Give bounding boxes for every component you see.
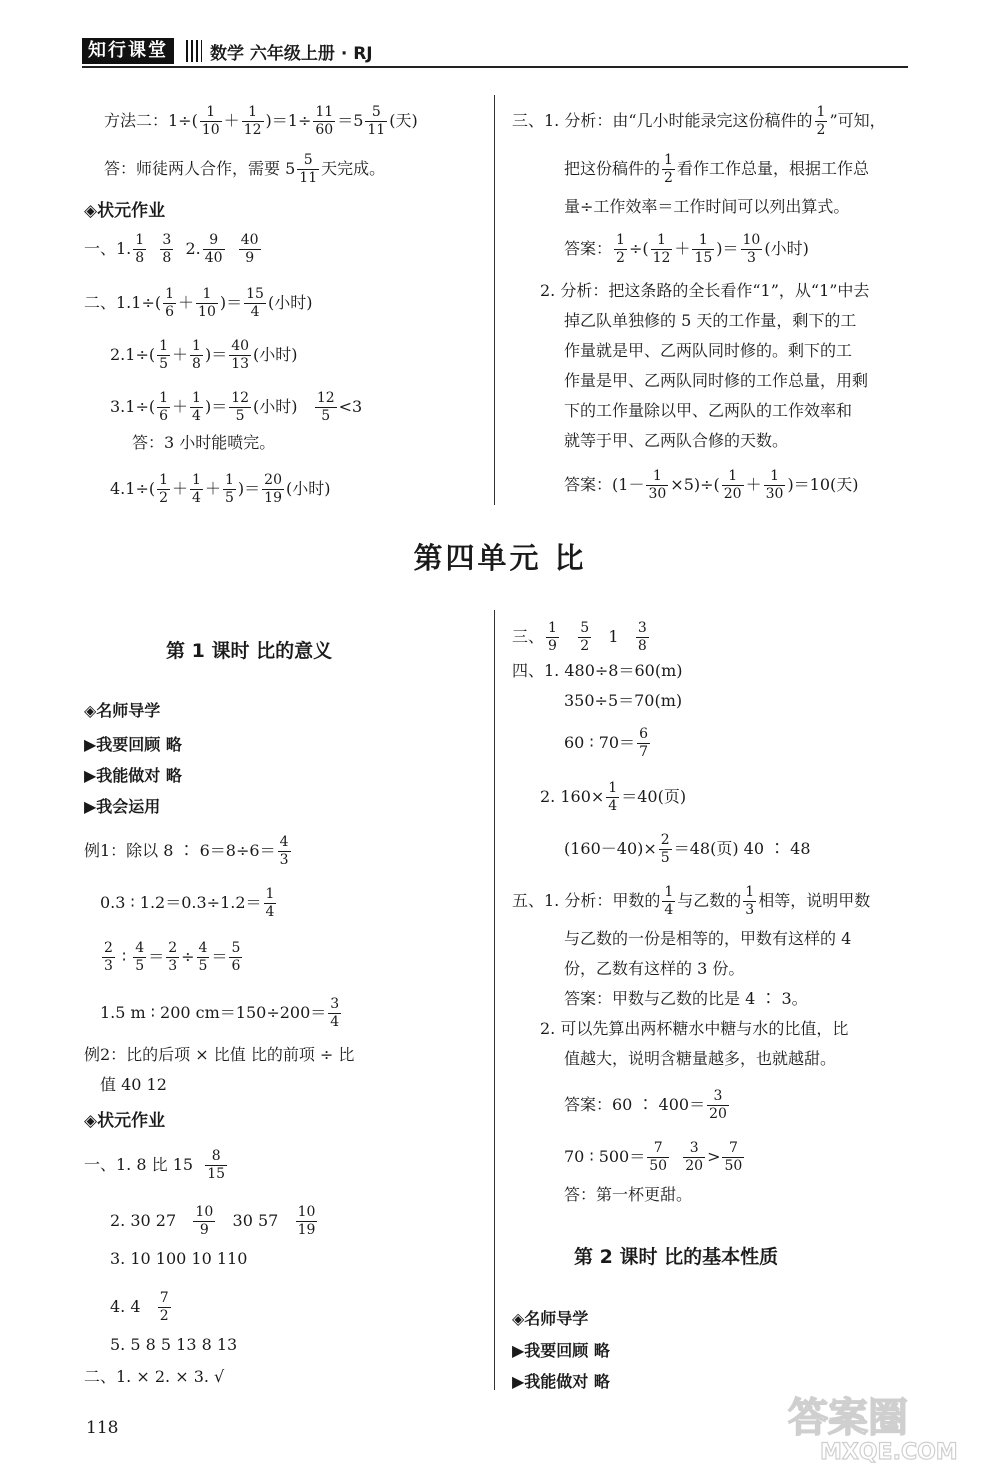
analysis-3-2-l6: 就等于甲、乙两队合修的天数。 (564, 431, 789, 450)
example-1-d: 1.5 m ∶ 200 cm＝150÷200＝ $\frac{3}{4}$ (100, 996, 340, 1030)
analysis-3-2-l3: 作量就是甲、乙两队同时修的。剩下的工 (564, 341, 853, 360)
answer-1-4: 4. 4 $\frac{7}{2}$ (110, 1290, 169, 1324)
analysis-3-1-b: 把这份稿件的 $\frac{1}{2}$ 看作工作总量，根据工作总 (564, 152, 869, 186)
method-two-line: 方法二：1÷( $\frac{1}{10}$ ＋ $\frac{1}{12}$ )＝1÷ $\frac{11}{60}$ ＝5 $\frac{5}{11}$ (天) (104, 104, 418, 138)
answer-4-2: 2. 160× $\frac{1}{4}$ ＝40(页) (540, 780, 687, 814)
example-1: 例1：除以 8 ∶ 6＝8÷6＝ $\frac{4}{3}$ (84, 834, 289, 868)
header-rule (82, 66, 908, 68)
analysis-5-2-answer: 答案：60 ∶ 400＝ $\frac{3}{20}$ (564, 1088, 727, 1122)
page-header (82, 38, 908, 66)
analysis-5-2-compare: 70 ∶ 500＝ $\frac{7}{50}$ $\frac{3}{20}$ > $\frac{7}{50}$ (564, 1140, 743, 1174)
q2-3-line: 3.1÷( $\frac{1}{6}$ ＋ $\frac{1}{4}$ )＝ $\frac{12}{5}$ (小时) $\frac{12}{5}$ <3 (110, 390, 363, 424)
review-item: ▶我要回顾 略 (84, 735, 182, 754)
answer-1-1: 一、1. 8 比 15 $\frac{8}{15}$ (84, 1148, 226, 1182)
example-1-b: 0.3 ∶ 1.2＝0.3÷1.2＝ $\frac{1}{4}$ (100, 886, 275, 920)
answer-1-2: 2. 30 27 $\frac{10}{9}$ 30 57 $\frac{10}{19}$ (110, 1204, 316, 1238)
header-bars-icon (186, 40, 202, 62)
brand-logo: 知行课堂 (82, 38, 174, 64)
example-2-b: 值 40 12 (100, 1075, 167, 1094)
guide-title: ◈名师导学 (84, 701, 161, 720)
review-item-2: ▶我要回顾 略 (512, 1341, 610, 1360)
answer-1-3: 3. 10 100 10 110 (110, 1249, 248, 1268)
analysis-3-2-l2: 掉乙队单独修的 5 天的工作量，剩下的工 (564, 311, 857, 330)
analysis-5-1-b: 与乙数的一份是相等的，甲数有这样的 4 (564, 929, 852, 948)
analysis-3-1-answer: 答案： $\frac{1}{2}$ ÷( $\frac{1}{12}$ ＋ $\frac{1}{15}$ )＝ $\frac{10}{3}$ (小时) (564, 232, 809, 266)
answer-4-1-c: 60 ∶ 70＝ $\frac{6}{7}$ (564, 726, 648, 760)
analysis-5-2: 2. 可以先算出两杯糖水中糖与水的比值，比 (540, 1019, 849, 1038)
answer-4-2-b: (160－40)× $\frac{2}{5}$ ＝48(页) 40 ∶ 48 (564, 832, 811, 866)
analysis-3-1: 三、1. 分析：由“几小时能录完这份稿件的 $\frac{1}{2}$ ”可知， (512, 104, 886, 138)
practice-item: ▶我能做对 略 (84, 766, 182, 785)
header-subject: 数学 六年级上册 · RJ (210, 44, 373, 64)
apply-item: ▶我会运用 (84, 797, 161, 816)
analysis-3-1-c: 量÷工作效率＝工作时间可以列出算式。 (564, 197, 850, 216)
unit-title: 第四单元 比 (413, 541, 587, 575)
lesson-1-title: 第 1 课时 比的意义 (166, 640, 333, 662)
q1-line: 一、1. $\frac{1}{8}$ $\frac{3}{8}$ 2. $\frac{9}{40}$ $\frac{40}{9}$ (84, 232, 259, 266)
column-divider-bottom (494, 610, 495, 1390)
lesson-2-title: 第 2 课时 比的基本性质 (574, 1246, 779, 1268)
answer-1-5: 5. 5 8 5 13 8 13 (110, 1335, 238, 1354)
watermark-stamp (780, 1385, 990, 1465)
analysis-5-1-c: 份，乙数有这样的 3 份。 (564, 959, 745, 978)
analysis-5-1: 五、1. 分析：甲数的 $\frac{1}{4}$ 与乙数的 $\frac{1}{3}$ 相等，说明甲数 (512, 884, 871, 918)
watermark-url-text: MXQE.COM (820, 1440, 958, 1465)
example-2-a: 例2：比的后项 × 比值 比的前项 ÷ 比 (84, 1045, 355, 1064)
answer-line: 答：师徒两人合作，需要 5 $\frac{5}{11}$ 天完成。 (104, 152, 386, 186)
q2-3-answer: 答：3 小时能喷完。 (132, 433, 276, 452)
watermark-big-text: 答案圈 (788, 1395, 908, 1441)
q2-1-line: 二、1.1÷( $\frac{1}{6}$ ＋ $\frac{1}{10}$ )＝ $\frac{15}{4}$ (小时) (84, 286, 313, 320)
zhuangyuan-title-2: ◈状元作业 (84, 1111, 166, 1131)
page-number: 118 (86, 1418, 119, 1438)
answer-2: 二、1. × 2. × 3. √ (84, 1367, 225, 1386)
q2-4-line: 4.1÷( $\frac{1}{2}$ ＋ $\frac{1}{4}$ ＋ $\frac{1}{5}$ )＝ $\frac{20}{19}$ (小时) (110, 472, 331, 506)
q2-2-line: 2.1÷( $\frac{1}{5}$ ＋ $\frac{1}{8}$ )＝ $\frac{40}{13}$ (小时) (110, 338, 298, 372)
analysis-5-2-b: 值越大，说明含糖量越多，也就越甜。 (564, 1049, 837, 1068)
analysis-3-2-answer: 答案：(1－ $\frac{1}{30}$ ×5)÷( $\frac{1}{20}$ ＋ $\frac{1}{30}$ )＝10(天) (564, 468, 859, 502)
analysis-5-2-final: 答：第一杯更甜。 (564, 1185, 693, 1204)
analysis-3-2-l4: 作量是甲、乙两队同时修的工作总量，用剩 (564, 371, 869, 390)
answer-4-1-b: 350÷5＝70(m) (564, 691, 683, 710)
zhuangyuan-title: ◈状元作业 (84, 201, 166, 221)
answer-3-right: 三、 $\frac{1}{9}$ $\frac{5}{2}$ 1 $\frac{3}{8}$ (512, 620, 647, 654)
analysis-3-2-l1: 2. 分析：把这条路的全长看作“1”，从“1”中去 (540, 281, 870, 300)
column-divider-top (494, 95, 495, 505)
example-1-c: $\frac{2}{3}$ ∶ $\frac{4}{5}$ ＝ $\frac{2}{3}$ ÷ $\frac{4}{5}$ ＝ $\frac{5}{6}$ (104, 940, 241, 974)
analysis-5-1-answer: 答案：甲数与乙数的比是 4 ∶ 3。 (564, 989, 808, 1008)
practice-item-2: ▶我能做对 略 (512, 1372, 610, 1391)
analysis-3-2-l5: 下的工作量除以甲、乙两队的工作效率和 (564, 401, 853, 420)
answer-4-1: 四、1. 480÷8＝60(m) (512, 661, 683, 680)
guide-title-2: ◈名师导学 (512, 1309, 589, 1328)
